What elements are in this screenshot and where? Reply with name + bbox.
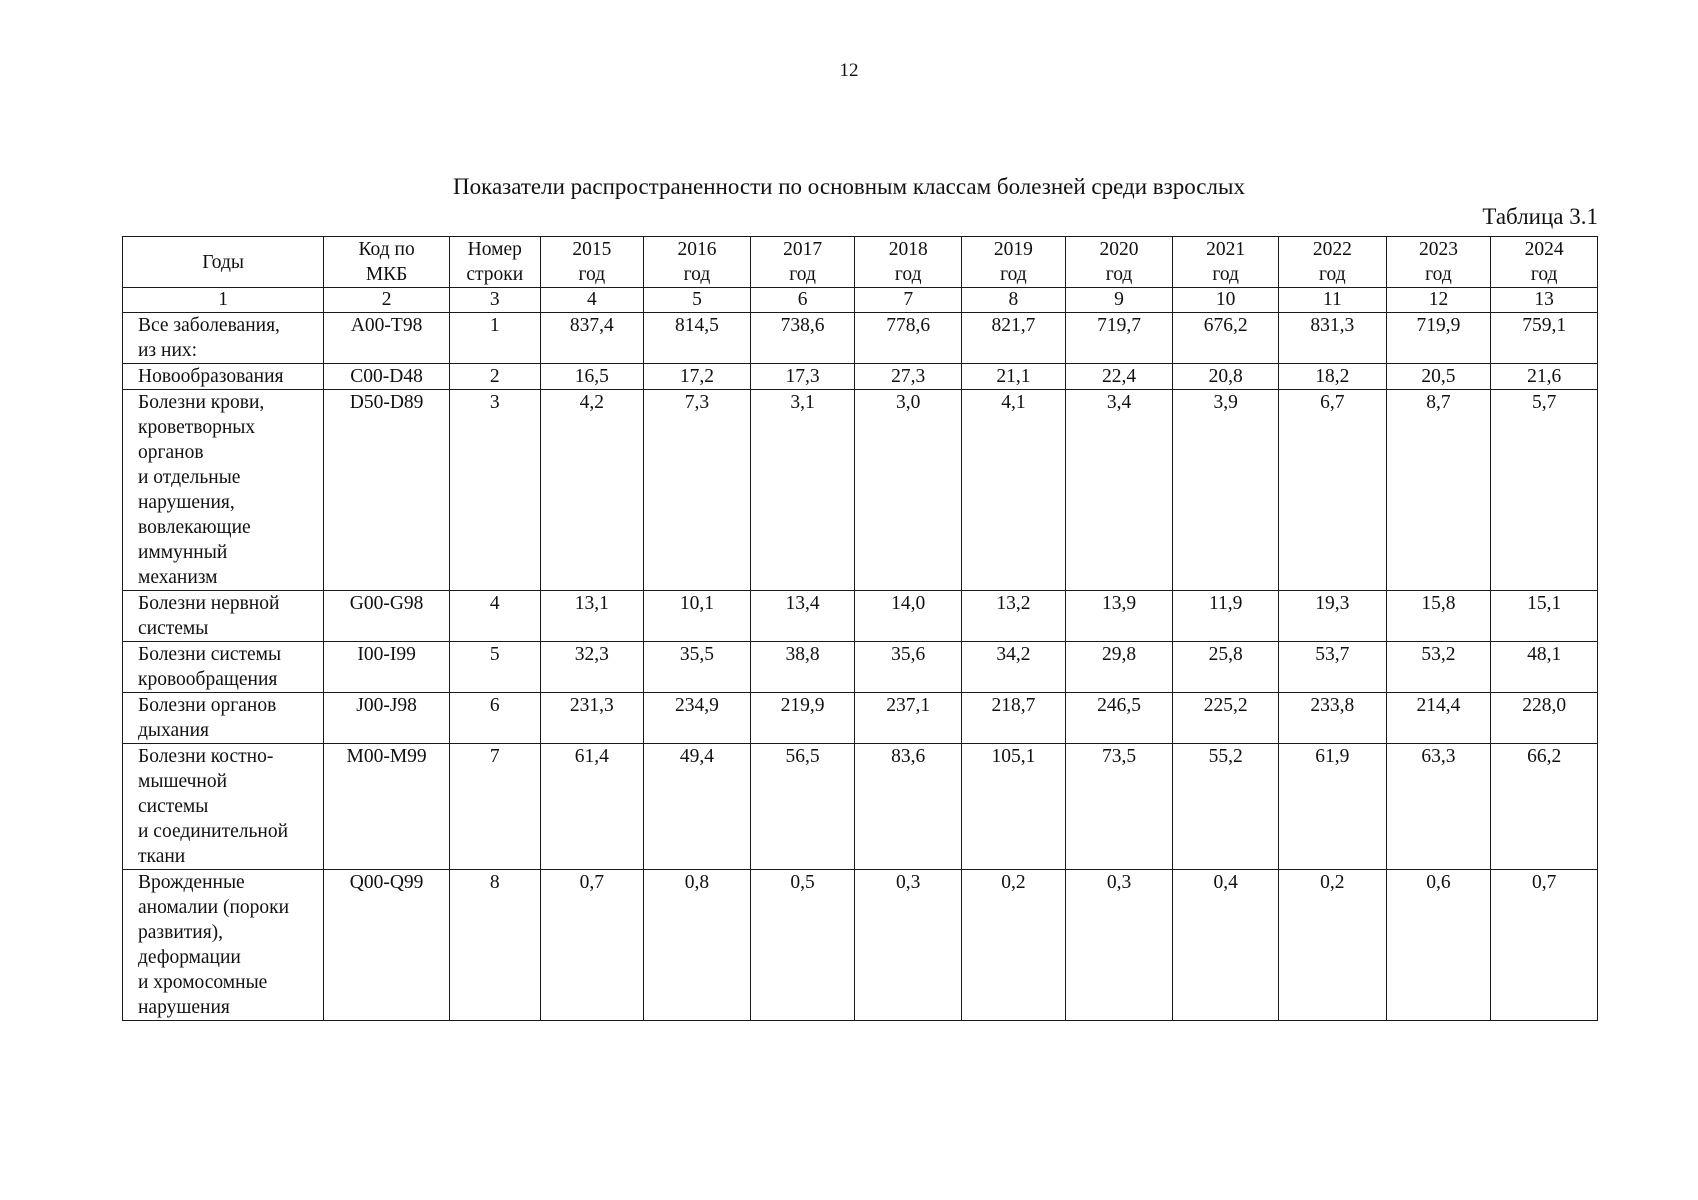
prevalence-value: 16,5: [540, 364, 644, 390]
prevalence-value: 0,3: [1065, 870, 1173, 1021]
column-header: [1491, 237, 1598, 288]
prevalence-value: 27,3: [855, 364, 962, 390]
column-header-line: год: [789, 264, 816, 285]
prevalence-value: 15,8: [1386, 591, 1491, 642]
prevalence-value: 25,8: [1173, 642, 1279, 693]
prevalence-value: 13,4: [750, 591, 855, 642]
prevalence-value: 676,2: [1173, 313, 1279, 364]
disease-class-name: [123, 591, 324, 642]
column-number: 10: [1173, 288, 1279, 313]
prevalence-value: 778,6: [855, 313, 962, 364]
disease-name-line: и соединительной: [138, 821, 289, 842]
disease-name-line: кроветворных: [138, 417, 256, 438]
column-number: 9: [1065, 288, 1173, 313]
prevalence-value: 8,7: [1386, 390, 1491, 591]
prevalence-value: 837,4: [540, 313, 644, 364]
disease-name-line: Врожденные: [138, 872, 245, 893]
column-number: 3: [449, 288, 540, 313]
column-header-line: 2019: [993, 239, 1033, 260]
column-header-line: строки: [466, 264, 524, 285]
prevalence-value: 3,9: [1173, 390, 1279, 591]
disease-name-line: нарушения,: [138, 492, 235, 513]
column-header: [644, 237, 751, 288]
column-number-row: [123, 288, 1598, 313]
column-number: 12: [1386, 288, 1491, 313]
disease-name-line: Новообразования: [138, 366, 284, 387]
prevalence-value: 0,8: [644, 870, 751, 1021]
disease-name-line: механизм: [138, 567, 218, 588]
prevalence-table: [122, 236, 1598, 1021]
table-row: [123, 313, 1598, 364]
prevalence-value: 719,9: [1386, 313, 1491, 364]
prevalence-value: 105,1: [962, 744, 1066, 870]
prevalence-value: 13,9: [1065, 591, 1173, 642]
prevalence-value: 34,2: [962, 642, 1066, 693]
column-header-line: год: [1212, 264, 1239, 285]
column-number: 7: [855, 288, 962, 313]
line-number: 5: [449, 642, 540, 693]
column-header: [962, 237, 1066, 288]
line-number: 3: [449, 390, 540, 591]
disease-name-line: ткани: [138, 846, 186, 867]
prevalence-value: 233,8: [1278, 693, 1386, 744]
disease-class-name: [123, 744, 324, 870]
prevalence-value: 83,6: [855, 744, 962, 870]
prevalence-value: 35,5: [644, 642, 751, 693]
column-header-line: 2020: [1099, 239, 1139, 260]
icd-code: M00-M99: [324, 744, 450, 870]
table-row: [123, 591, 1598, 642]
disease-class-name: [123, 642, 324, 693]
prevalence-value: 0,6: [1386, 870, 1491, 1021]
icd-code: I00-I99: [324, 642, 450, 693]
column-number: 4: [540, 288, 644, 313]
prevalence-value: 3,0: [855, 390, 962, 591]
icd-code: Q00-Q99: [324, 870, 450, 1021]
column-header: [540, 237, 644, 288]
line-number: 7: [449, 744, 540, 870]
prevalence-value: 49,4: [644, 744, 751, 870]
column-number: 8: [962, 288, 1066, 313]
prevalence-value: 17,3: [750, 364, 855, 390]
column-header: [750, 237, 855, 288]
column-header-line: год: [1425, 264, 1452, 285]
disease-class-name: [123, 870, 324, 1021]
column-header-line: год: [894, 264, 922, 285]
disease-name-line: мышечной: [138, 771, 228, 792]
column-header: [324, 237, 450, 288]
column-header-line: год: [1319, 264, 1346, 285]
disease-name-line: деформации: [138, 947, 241, 968]
disease-name-line: системы: [138, 796, 209, 817]
prevalence-value: 0,2: [1278, 870, 1386, 1021]
column-header-line: год: [578, 264, 606, 285]
column-header: [1386, 237, 1491, 288]
prevalence-value: 17,2: [644, 364, 751, 390]
disease-class-name: [123, 693, 324, 744]
prevalence-value: 3,4: [1065, 390, 1173, 591]
table-row: [123, 693, 1598, 744]
table-row: [123, 870, 1598, 1021]
table-header: [123, 237, 1598, 288]
table-row: [123, 744, 1598, 870]
prevalence-value: 719,7: [1065, 313, 1173, 364]
prevalence-value: 231,3: [540, 693, 644, 744]
column-number: 13: [1491, 288, 1598, 313]
prevalence-value: 5,7: [1491, 390, 1598, 591]
prevalence-value: 29,8: [1065, 642, 1173, 693]
column-number: 2: [324, 288, 450, 313]
disease-name-line: развития),: [138, 922, 224, 943]
prevalence-value: 0,4: [1173, 870, 1279, 1021]
column-number: 1: [123, 288, 324, 313]
column-header-line: 2015: [572, 239, 612, 260]
disease-class-name: [123, 390, 324, 591]
column-header: [1278, 237, 1386, 288]
prevalence-value: 7,3: [644, 390, 751, 591]
disease-name-line: Все заболевания,: [138, 315, 280, 336]
prevalence-value: 10,1: [644, 591, 751, 642]
column-header-line: год: [1530, 264, 1558, 285]
prevalence-value: 15,1: [1491, 591, 1598, 642]
prevalence-value: 0,7: [1491, 870, 1598, 1021]
prevalence-value: 228,0: [1491, 693, 1598, 744]
prevalence-value: 21,6: [1491, 364, 1598, 390]
prevalence-value: 56,5: [750, 744, 855, 870]
column-header-line: МКБ: [365, 264, 408, 285]
page-number: 12: [839, 60, 859, 81]
prevalence-value: 55,2: [1173, 744, 1279, 870]
header-row: [123, 237, 1598, 288]
prevalence-value: 63,3: [1386, 744, 1491, 870]
column-header-line: Годы: [202, 251, 244, 273]
column-header-line: 2018: [888, 239, 928, 260]
prevalence-value: 48,1: [1491, 642, 1598, 693]
prevalence-value: 66,2: [1491, 744, 1598, 870]
prevalence-value: 19,3: [1278, 591, 1386, 642]
prevalence-value: 0,7: [540, 870, 644, 1021]
disease-name-line: Болезни крови,: [138, 392, 265, 413]
disease-name-line: кровообращения: [138, 669, 278, 690]
prevalence-value: 61,9: [1278, 744, 1386, 870]
prevalence-value: 4,1: [962, 390, 1066, 591]
column-header-line: год: [1105, 264, 1133, 285]
prevalence-value: 738,6: [750, 313, 855, 364]
prevalence-value: 0,3: [855, 870, 962, 1021]
disease-name-line: Болезни костно-: [138, 746, 274, 767]
icd-code: G00-G98: [324, 591, 450, 642]
column-header-line: Код по: [358, 239, 415, 260]
table-label: Таблица 3.1: [1482, 204, 1598, 229]
column-number: 6: [750, 288, 855, 313]
prevalence-value: 821,7: [962, 313, 1066, 364]
prevalence-value: 214,4: [1386, 693, 1491, 744]
prevalence-value: 3,1: [750, 390, 855, 591]
prevalence-value: 4,2: [540, 390, 644, 591]
prevalence-value: 225,2: [1173, 693, 1279, 744]
disease-name-line: аномалии (пороки: [138, 897, 290, 918]
prevalence-value: 73,5: [1065, 744, 1173, 870]
prevalence-value: 32,3: [540, 642, 644, 693]
disease-name-line: системы: [138, 618, 209, 639]
icd-code: A00-T98: [324, 313, 450, 364]
column-header: [123, 237, 324, 288]
prevalence-value: 831,3: [1278, 313, 1386, 364]
disease-name-line: нарушения: [138, 997, 230, 1018]
prevalence-value: 53,7: [1278, 642, 1386, 693]
column-header-line: 2024: [1524, 239, 1564, 260]
column-header: [1173, 237, 1279, 288]
prevalence-value: 11,9: [1173, 591, 1279, 642]
prevalence-value: 38,8: [750, 642, 855, 693]
prevalence-value: 234,9: [644, 693, 751, 744]
prevalence-value: 35,6: [855, 642, 962, 693]
column-header-line: год: [1000, 264, 1027, 285]
prevalence-value: 53,2: [1386, 642, 1491, 693]
prevalence-value: 22,4: [1065, 364, 1173, 390]
disease-class-name: [123, 313, 324, 364]
column-header: [855, 237, 962, 288]
prevalence-value: 218,7: [962, 693, 1066, 744]
column-header-line: 2021: [1206, 239, 1246, 260]
prevalence-value: 246,5: [1065, 693, 1173, 744]
column-number: 5: [644, 288, 751, 313]
disease-name-line: иммунный: [138, 542, 228, 563]
line-number: 8: [449, 870, 540, 1021]
disease-name-line: органов: [138, 442, 204, 463]
icd-code: C00-D48: [324, 364, 450, 390]
disease-class-name: [123, 364, 324, 390]
column-header: [1065, 237, 1173, 288]
prevalence-value: 219,9: [750, 693, 855, 744]
table-row: [123, 390, 1598, 591]
line-number: 2: [449, 364, 540, 390]
prevalence-value: 13,1: [540, 591, 644, 642]
disease-name-line: из них:: [138, 340, 198, 361]
disease-name-line: Болезни органов: [138, 695, 277, 716]
column-header-line: 2022: [1312, 239, 1352, 260]
prevalence-value: 0,5: [750, 870, 855, 1021]
column-header-line: год: [683, 264, 711, 285]
column-number: 11: [1278, 288, 1386, 313]
column-header-line: 2017: [783, 239, 823, 260]
table-row: [123, 642, 1598, 693]
column-header-line: Номер: [467, 239, 522, 260]
prevalence-value: 6,7: [1278, 390, 1386, 591]
prevalence-value: 21,1: [962, 364, 1066, 390]
disease-name-line: вовлекающие: [138, 517, 251, 538]
column-header: [449, 237, 540, 288]
prevalence-value: 0,2: [962, 870, 1066, 1021]
table-body: [123, 288, 1598, 1021]
line-number: 1: [449, 313, 540, 364]
column-header-line: 2023: [1418, 239, 1458, 260]
disease-name-line: и хромосомные: [138, 972, 268, 993]
prevalence-value: 61,4: [540, 744, 644, 870]
prevalence-value: 14,0: [855, 591, 962, 642]
document-title: Показатели распространенности по основным классам болезней среди взрослых: [453, 174, 1245, 199]
disease-name-line: Болезни нервной: [138, 593, 280, 614]
prevalence-value: 18,2: [1278, 364, 1386, 390]
icd-code: D50-D89: [324, 390, 450, 591]
disease-name-line: Болезни системы: [138, 644, 282, 665]
prevalence-value: 814,5: [644, 313, 751, 364]
icd-code: J00-J98: [324, 693, 450, 744]
line-number: 4: [449, 591, 540, 642]
disease-name-line: дыхания: [138, 720, 210, 741]
line-number: 6: [449, 693, 540, 744]
prevalence-value: 237,1: [855, 693, 962, 744]
prevalence-value: 759,1: [1491, 313, 1598, 364]
column-header-line: 2016: [677, 239, 717, 260]
prevalence-value: 13,2: [962, 591, 1066, 642]
prevalence-value: 20,8: [1173, 364, 1279, 390]
disease-name-line: и отдельные: [138, 467, 241, 488]
prevalence-value: 20,5: [1386, 364, 1491, 390]
table-row: [123, 364, 1598, 390]
